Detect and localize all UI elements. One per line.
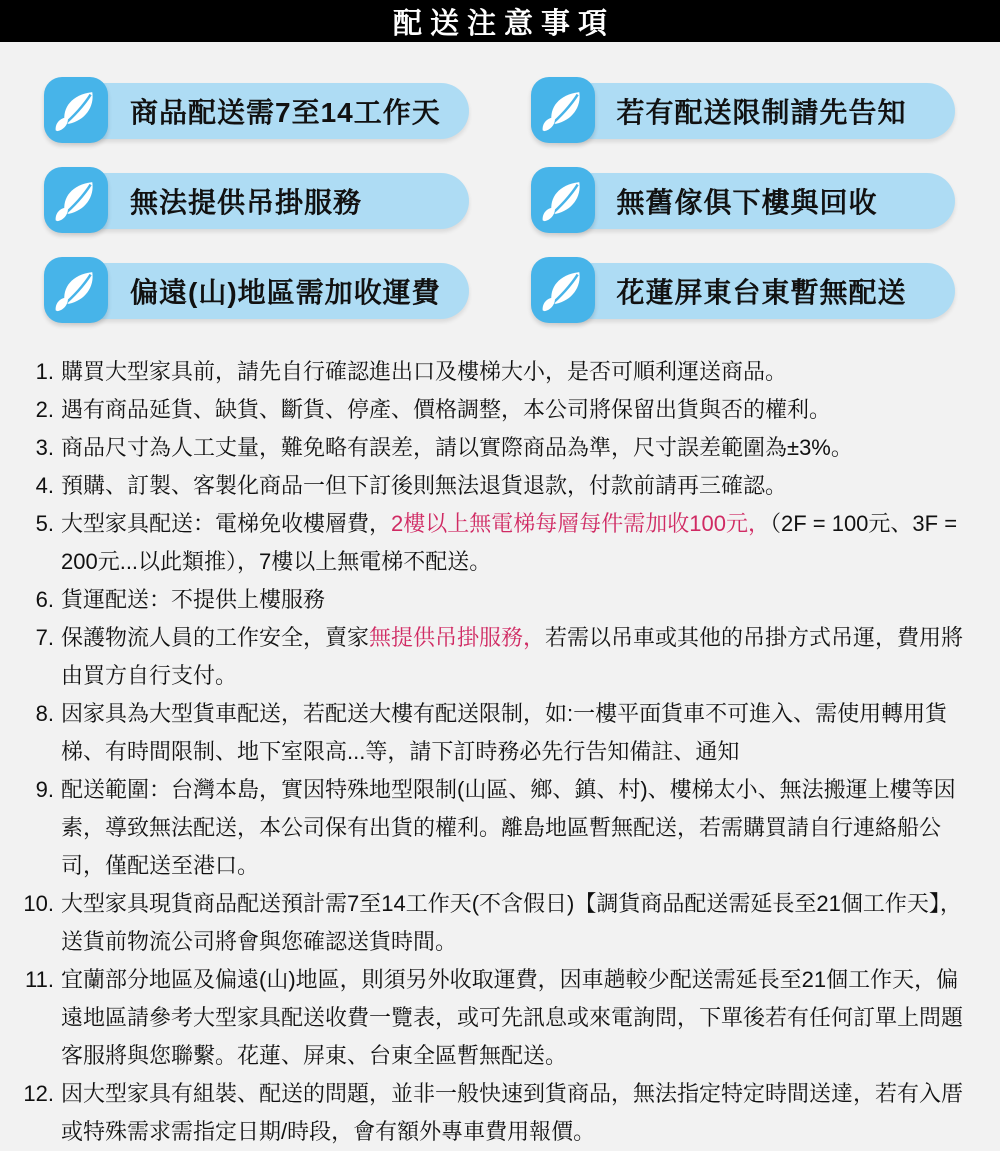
note-segment: 大型家具現貨商品配送預計需7至14工作天(不含假日)【調貨商品配送需延長至21個工作天】，送貨前物流公司將會與您確認送貨時間。 bbox=[61, 891, 962, 954]
delivery-badge bbox=[535, 173, 956, 229]
delivery-badge bbox=[48, 83, 469, 139]
note-item bbox=[16, 695, 978, 771]
note-text bbox=[61, 353, 978, 391]
note-text bbox=[61, 1075, 978, 1151]
note-item bbox=[16, 961, 978, 1075]
note-text bbox=[61, 695, 978, 771]
note-number: 3. bbox=[35, 435, 54, 460]
note-item bbox=[16, 391, 978, 429]
badge-label: 偏遠(山)地區需加收運費 bbox=[130, 277, 441, 308]
note-text bbox=[61, 885, 978, 961]
note-segment: 預購、訂製、客製化商品一但下訂後則無法退貨退款，付款前請再三確認。 bbox=[61, 473, 788, 498]
note-item bbox=[16, 1075, 978, 1151]
leaf-icon bbox=[44, 167, 108, 233]
note-number: 10. bbox=[23, 891, 54, 916]
badge-grid bbox=[48, 83, 955, 319]
note-text bbox=[61, 581, 978, 619]
note-number: 9. bbox=[35, 777, 54, 802]
note-number: 7. bbox=[35, 625, 54, 650]
note-number: 11. bbox=[25, 967, 54, 992]
delivery-badge bbox=[48, 173, 469, 229]
note-segment: 宜蘭部分地區及偏遠(山)地區，則須另外收取運費，因車趟較少配送需延長至21個工作天，偏遠地區請參考大型家具配送收費一覽表，或可先訊息或來電詢問，下單後若有任何訂單上問題客服將與您聯繫。花蓮、屏東、台東全區暫無配送。 bbox=[61, 967, 964, 1068]
badge-label: 若有配送限制請先告知 bbox=[616, 97, 907, 128]
note-item bbox=[16, 429, 978, 467]
note-number: 1. bbox=[35, 359, 54, 384]
note-item bbox=[16, 353, 978, 391]
leaf-icon bbox=[44, 77, 108, 143]
leaf-icon bbox=[531, 167, 595, 233]
note-number: 5. bbox=[35, 511, 54, 536]
notes-list bbox=[16, 353, 978, 1151]
badge-label: 花蓮屏東台東暫無配送 bbox=[616, 277, 907, 308]
leaf-icon bbox=[44, 257, 108, 323]
note-number: 4. bbox=[35, 473, 54, 498]
note-number: 12. bbox=[23, 1081, 54, 1106]
delivery-badge bbox=[535, 83, 956, 139]
note-item bbox=[16, 771, 978, 885]
note-text bbox=[61, 429, 978, 467]
note-number: 6. bbox=[35, 587, 54, 612]
note-segment: 配送範圍：台灣本島，實因特殊地型限制(山區、鄉、鎮、村)、樓梯太小、無法搬運上樓等因素，導致無法配送，本公司保有出貨的權利。離島地區暫無配送，若需購買請自行連絡船公司，僅配送至港口。 bbox=[61, 777, 956, 878]
page-title: 配送注意事項 bbox=[392, 7, 615, 40]
note-segment: 若需以吊車或其他的吊掛方式吊運，費用將由買方自行支付。 bbox=[61, 625, 964, 688]
page-title-bar bbox=[0, 0, 1000, 42]
note-item bbox=[16, 467, 978, 505]
leaf-icon bbox=[531, 77, 595, 143]
note-number: 8. bbox=[35, 701, 54, 726]
note-segment: 購買大型家具前，請先自行確認進出口及樓梯大小，是否可順利運送商品。 bbox=[61, 359, 788, 384]
badge-label: 無舊傢俱下樓與回收 bbox=[616, 187, 878, 218]
note-text bbox=[61, 619, 978, 695]
delivery-badge bbox=[48, 263, 469, 319]
note-item bbox=[16, 581, 978, 619]
leaf-icon bbox=[531, 257, 595, 323]
note-text bbox=[61, 467, 978, 505]
note-segment: 商品尺寸為人工丈量，難免略有誤差，請以實際商品為準，尺寸誤差範圍為±3%。 bbox=[61, 435, 853, 460]
note-item bbox=[16, 619, 978, 695]
note-segment: 大型家具配送：電梯免收樓層費， bbox=[61, 511, 392, 536]
note-item bbox=[16, 885, 978, 961]
note-number: 2. bbox=[35, 397, 54, 422]
note-text bbox=[61, 505, 978, 581]
note-text bbox=[61, 771, 978, 885]
note-item bbox=[16, 505, 978, 581]
note-segment: 遇有商品延貨、缺貨、斷貨、停產、價格調整，本公司將保留出貨與否的權利。 bbox=[61, 397, 832, 422]
note-highlight-text: 2樓以上無電梯每層每件需加收100元， bbox=[391, 511, 770, 536]
note-segment: 保護物流人員的工作安全，賣家 bbox=[61, 625, 370, 650]
delivery-badge bbox=[535, 263, 956, 319]
note-highlight-text: 無提供吊掛服務， bbox=[369, 625, 546, 650]
badge-label: 無法提供吊掛服務 bbox=[130, 187, 363, 218]
note-segment: （2F = 100元、3F = 200元...以此類推），7樓以上無電梯不配送。 bbox=[61, 511, 958, 574]
badge-label: 商品配送需7至14工作天 bbox=[130, 97, 441, 128]
note-segment: 貨運配送：不提供上樓服務 bbox=[61, 587, 326, 612]
note-segment: 因家具為大型貨車配送，若配送大樓有配送限制，如:一樓平面貨車不可進入、需使用轉用貨梯、有時間限制、地下室限高...等，請下訂時務必先行告知備註、通知 bbox=[61, 701, 948, 764]
note-segment: 因大型家具有組裝、配送的問題，並非一般快速到貨商品，無法指定特定時間送達，若有入厝或特殊需求需指定日期/時段，會有額外專車費用報價。 bbox=[61, 1081, 964, 1144]
note-text bbox=[61, 391, 978, 429]
note-text bbox=[61, 961, 978, 1075]
